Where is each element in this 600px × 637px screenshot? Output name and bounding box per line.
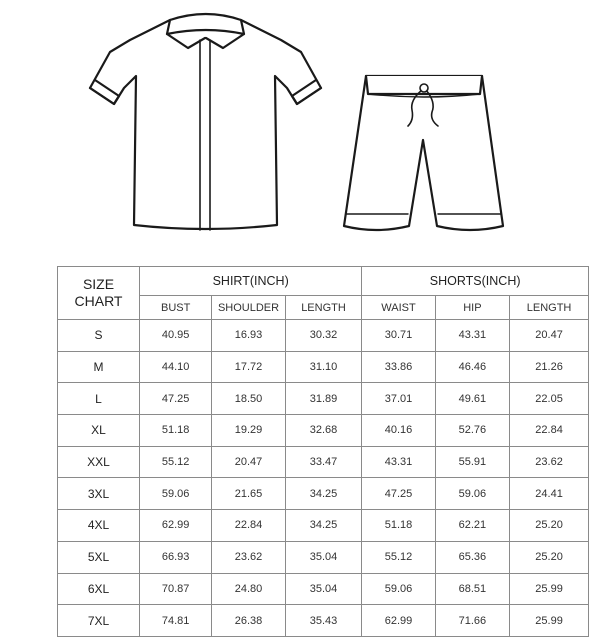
measurement-cell: 25.99 — [510, 573, 589, 605]
measurement-cell: 35.04 — [285, 541, 362, 573]
measurement-cell: 30.32 — [285, 320, 362, 352]
measurement-cell: 25.99 — [510, 605, 589, 637]
measurement-cell: 51.18 — [140, 415, 212, 447]
measurement-cell: 74.81 — [140, 605, 212, 637]
measurement-cell: 31.10 — [285, 351, 362, 383]
size-cell: 5XL — [58, 541, 140, 573]
size-cell: 4XL — [58, 510, 140, 542]
measurement-cell: 51.18 — [362, 510, 435, 542]
garment-illustrations — [0, 0, 600, 258]
size-chart-table — [57, 266, 589, 637]
measurement-cell: 37.01 — [362, 383, 435, 415]
column-header-bust: BUST — [140, 296, 212, 320]
measurement-cell: 34.25 — [285, 478, 362, 510]
measurement-cell: 59.06 — [362, 573, 435, 605]
measurement-cell: 35.04 — [285, 573, 362, 605]
table-row — [58, 351, 589, 383]
measurement-cell: 34.25 — [285, 510, 362, 542]
measurement-cell: 70.87 — [140, 573, 212, 605]
measurement-cell: 23.62 — [510, 446, 589, 478]
measurement-cell: 22.84 — [212, 510, 285, 542]
measurement-cell: 43.31 — [362, 446, 435, 478]
size-rows — [58, 320, 589, 637]
measurement-cell: 44.10 — [140, 351, 212, 383]
measurement-cell: 25.20 — [510, 541, 589, 573]
table-row — [58, 415, 589, 447]
measurement-cell: 59.06 — [140, 478, 212, 510]
table-row — [58, 383, 589, 415]
measurement-cell: 62.21 — [435, 510, 509, 542]
measurement-cell: 55.91 — [435, 446, 509, 478]
table-row — [58, 605, 589, 637]
measurement-cell: 40.16 — [362, 415, 435, 447]
measurement-cell: 35.43 — [285, 605, 362, 637]
measurement-cell: 46.46 — [435, 351, 509, 383]
measurement-cell: 33.47 — [285, 446, 362, 478]
table-row — [58, 510, 589, 542]
measurement-cell: 21.26 — [510, 351, 589, 383]
measurement-cell: 25.20 — [510, 510, 589, 542]
measurement-cell: 68.51 — [435, 573, 509, 605]
measurement-cell: 18.50 — [212, 383, 285, 415]
column-header-shirt-length: LENGTH — [285, 296, 362, 320]
measurement-cell: 33.86 — [362, 351, 435, 383]
measurement-cell: 49.61 — [435, 383, 509, 415]
shorts-icon — [344, 76, 503, 230]
measurement-cell: 17.72 — [212, 351, 285, 383]
measurement-cell: 40.95 — [140, 320, 212, 352]
column-header-waist: WAIST — [362, 296, 435, 320]
measurement-cell: 24.80 — [212, 573, 285, 605]
measurement-cell: 66.93 — [140, 541, 212, 573]
measurement-cell: 21.65 — [212, 478, 285, 510]
measurement-cell: 55.12 — [362, 541, 435, 573]
measurement-cell: 59.06 — [435, 478, 509, 510]
table-row — [58, 446, 589, 478]
column-header-shoulder: SHOULDER — [212, 296, 285, 320]
measurement-cell: 24.41 — [510, 478, 589, 510]
measurement-cell: 22.84 — [510, 415, 589, 447]
measurement-cell: 62.99 — [140, 510, 212, 542]
size-cell: L — [58, 383, 140, 415]
size-chart-label — [58, 267, 140, 320]
measurement-cell: 47.25 — [362, 478, 435, 510]
measurement-cell: 20.47 — [212, 446, 285, 478]
size-cell: 7XL — [58, 605, 140, 637]
size-cell: 6XL — [58, 573, 140, 605]
measurement-cell: 55.12 — [140, 446, 212, 478]
size-chart-label-line2: CHART — [74, 293, 123, 309]
measurement-cell: 20.47 — [510, 320, 589, 352]
table-row — [58, 320, 589, 352]
measurement-cell: 32.68 — [285, 415, 362, 447]
shirt-header: SHIRT(INCH) — [140, 267, 362, 296]
table-row — [58, 478, 589, 510]
shirt-icon — [90, 14, 321, 230]
measurement-cell: 19.29 — [212, 415, 285, 447]
size-cell: XL — [58, 415, 140, 447]
measurement-cell: 65.36 — [435, 541, 509, 573]
measurement-cell: 23.62 — [212, 541, 285, 573]
size-cell: XXL — [58, 446, 140, 478]
size-cell: S — [58, 320, 140, 352]
measurement-cell: 30.71 — [362, 320, 435, 352]
measurement-cell: 47.25 — [140, 383, 212, 415]
column-header-hip: HIP — [435, 296, 509, 320]
size-cell: 3XL — [58, 478, 140, 510]
measurement-cell: 43.31 — [435, 320, 509, 352]
measurement-cell: 71.66 — [435, 605, 509, 637]
size-cell: M — [58, 351, 140, 383]
column-header-shorts-length: LENGTH — [510, 296, 589, 320]
table-row — [58, 541, 589, 573]
measurement-cell: 26.38 — [212, 605, 285, 637]
shorts-header: SHORTS(INCH) — [362, 267, 589, 296]
measurement-cell: 16.93 — [212, 320, 285, 352]
measurement-cell: 22.05 — [510, 383, 589, 415]
measurement-cell: 31.89 — [285, 383, 362, 415]
measurement-cell: 62.99 — [362, 605, 435, 637]
size-chart-label-line1: SIZE — [82, 276, 115, 292]
measurement-cell: 52.76 — [435, 415, 509, 447]
